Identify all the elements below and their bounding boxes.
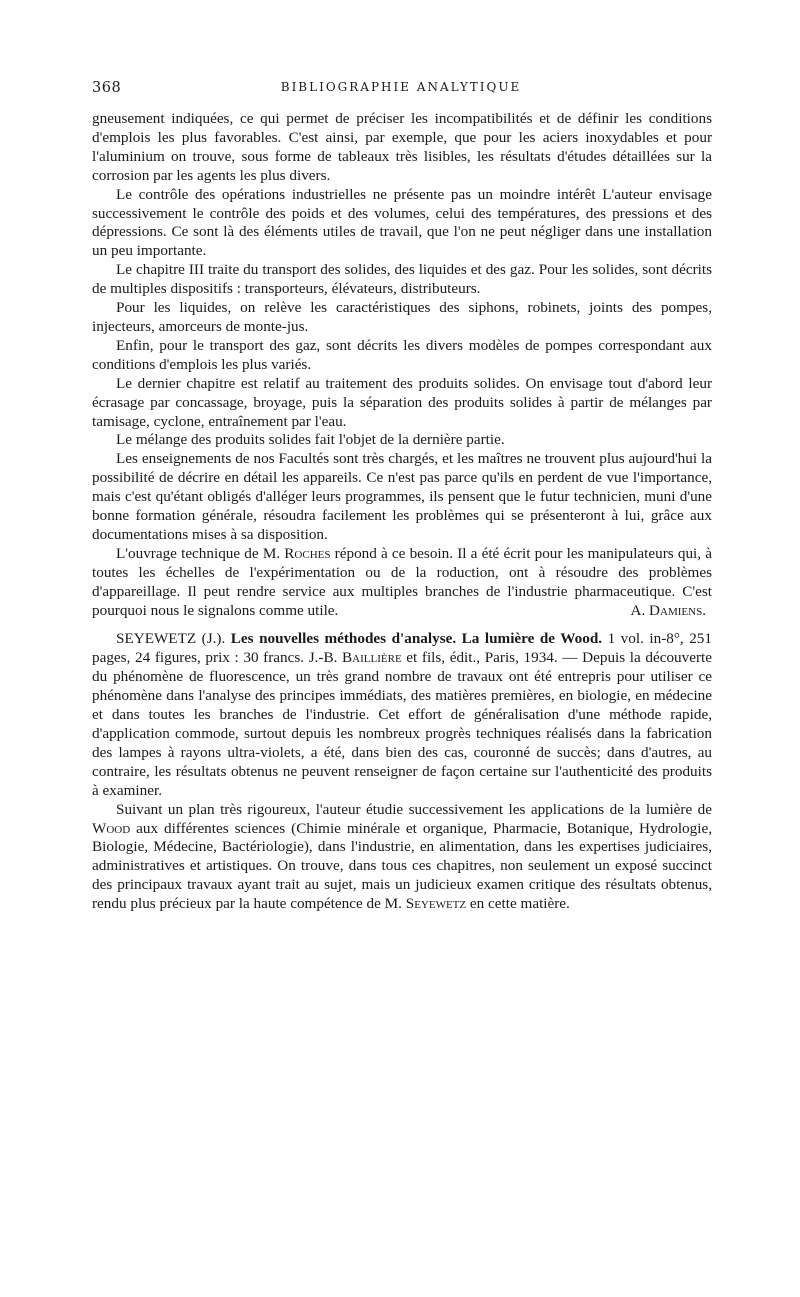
review-entry bbox=[92, 630, 712, 800]
page-body bbox=[92, 110, 712, 914]
paragraph bbox=[92, 801, 712, 914]
person-name: Wood bbox=[92, 819, 131, 837]
paragraph: gneusement indiquées, ce qui permet de préciser les incompatibilités et de définir les conditions d'emplois les plus favorables. C'est ainsi, par exemple, que pour les aciers inoxydables et pour l'aluminium on trouve, sous forme de tableaux très lisibles, les résultats d'études détaillées sur la corrosion par les agents les plus divers. bbox=[92, 110, 712, 184]
reviewer-signature: A. Damiens. bbox=[630, 601, 706, 619]
running-title: BIBLIOGRAPHIE ANALYTIQUE bbox=[280, 80, 522, 94]
person-name: Seyewetz bbox=[405, 895, 467, 913]
review-title: Les nouvelles méthodes d'analyse. La lumière de Wood. bbox=[230, 630, 603, 648]
paragraph: Pour les liquides, on relève les caractéristiques des siphons, robinets, joints des pompes, injecteurs, amorceurs de monte-jus. bbox=[92, 299, 712, 335]
paragraph: Les enseignements de nos Facultés sont très chargés, et les maîtres ne trouvent plus aujourd'hui la possibilité de décrire en détail les appareils. Ce n'est pas parce qu'ils en perdent de vue l'importance, mais c'est qu'étant obligés d'alléger leurs programmes, ils pensent que le futur technicien, muni d'une bonne formation générale, résoudra facilement les problèmes qui se présenteront à lui, grâce aux documentations mises à sa disposition. bbox=[92, 450, 712, 543]
paragraph: Le chapitre III traite du transport des solides, des liquides et des gaz. Pour les solides, sont décrits de multiples dispositifs : transporteurs, élévateurs, distributeurs. bbox=[92, 261, 712, 298]
text-run: aux différentes sciences (Chimie minérale et organique, Pharmacie, Botanique, Hydrologie, Biologie, Médecine, Bactériologie), dans l'industrie, en alimentation, dans les expertises judiciaires, administratives et artistiques. On trouve, dans tous ces chapitres, non seulement un exposé succinct des principaux travaux ayant trait au sujet, mais un judicieux examen critique des résultats obtenus, rendu plus précieux par la haute compétence de M. bbox=[92, 819, 712, 913]
paragraph: Le mélange des produits solides fait l'objet de la dernière partie. bbox=[116, 431, 505, 449]
publisher-name: Baillière bbox=[342, 649, 402, 667]
paragraph bbox=[92, 545, 712, 621]
text-run: et fils, édit., Paris, 1934. — Depuis la découverte du phénomène de fluorescence, un très grand nombre de travaux ont été entrepris pour utiliser ce phénomène dans l'analyse des principes immédiats, des matières premières, en biologie, en médecine et dans toutes les branches de l'industrie. Cet effort de généralisation d'une méthode rapide, d'application commode, surtout depuis les nombreux progrès techniques réalisés dans la fabrication des lampes à rayons ultra-violets, a été, dans bien des cas, couronné de succès; dans d'autres, au contraire, les résultats obtenus ne peuvent renseigner de façon certaine sur l'authenticité des produits à examiner. bbox=[92, 649, 713, 799]
paragraph: Le dernier chapitre est relatif au traitement des produits solides. On envisage tout d'abord leur écrasage par concassage, broyage, puis la séparation des produits solides à partir de mélanges par tamisage, cyclone, entraînement par l'eau. bbox=[92, 374, 712, 430]
text-run: L'ouvrage technique de M. bbox=[116, 544, 285, 562]
running-header bbox=[92, 80, 710, 102]
review-author: SEYEWETZ (J.). bbox=[116, 630, 226, 648]
page-number: 368 bbox=[92, 80, 122, 96]
paragraph: Le contrôle des opérations industrielles ne présente pas un moindre intérêt L'auteur envisage successivement le contrôle des poids et des volumes, celui des températures, des pressions et des dépressions. Ce sont là des éléments utiles de travail, que l'on ne peut négliger dans une installation un peu importante. bbox=[92, 185, 712, 260]
text-run: Suivant un plan très rigoureux, l'auteur étudie successivement les applications de la lumière de bbox=[116, 800, 712, 818]
author-name: Roches bbox=[284, 544, 331, 562]
text-run: 1 vol. in-8°, 251 pages, 24 figures, prix : 30 francs. J.-B. bbox=[92, 630, 712, 667]
text-run: en cette matière. bbox=[466, 895, 570, 913]
text-run: répond à ce besoin. Il a été écrit pour les manipulateurs qui, à toutes les échelles de l'expérimentation ou de la roduction, ont à résoudre des problèmes d'appareillage. Il peut rendre service aux multiples branches de l'industrie pharmaceutique. C'est pourquoi nous le signalons comme utile. bbox=[92, 544, 712, 619]
paragraph: Enfin, pour le transport des gaz, sont décrits les divers modèles de pompes correspondant aux conditions d'emplois les plus variés. bbox=[92, 336, 712, 373]
